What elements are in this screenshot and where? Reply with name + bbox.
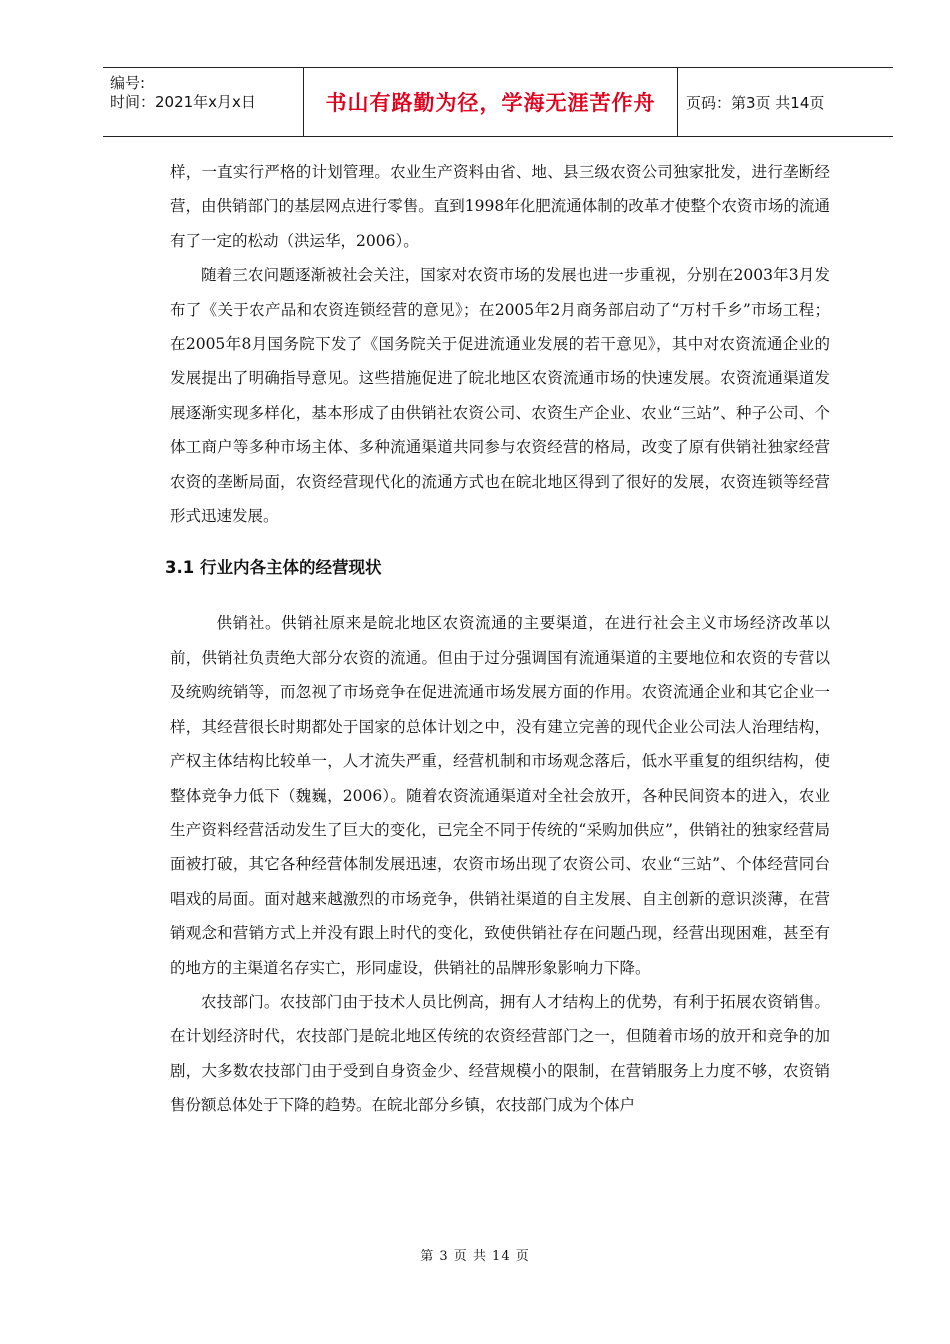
paragraph-agri-tech: 农技部门。农技部门由于技术人员比例高，拥有人才结构上的优势，有利于拓展农资销售。在计划经济时代，农技部门是皖北地区传统的农资经营部门之一，但随着市场的放开和竞争的加剧，大多数农技部门由于受到自身资金少、经营规模小的限制，在营销服务上力度不够，农资销售份额总体处于下降的趋势。在皖北部分乡镇，农技部门成为个体户 xyxy=(170,992,830,1115)
page-label: 页码：第3页 共14页 xyxy=(686,93,825,112)
page-footer: 第 3 页 共 14 页 xyxy=(420,1249,530,1264)
paragraph-supply-coop: 供销社。供销社原来是皖北地区农资流通的主要渠道，在进行社会主义市场经济改革以前，供销社负责绝大部分农资的流通。但由于过分强调国有流通渠道的主要地位和农资的专营以及统购统销等，而忽视了市场竞争在促进流通市场发展方面的作用。农资流通企业和其它企业一样，其经营很长时期都处于国家的总体计划之中，没有建立完善的现代企业公司法人治理结构，产权主体结构比较单一，人才流失严重，经营机制和市场观念落后，低水平重复的组织结构，使整体竞争力低下（魏巍，2006）。随着农资流通渠道对全社会放开，各种民间资本的进入，农业生产资料经营活动发生了巨大的变化，已完全不同于传统的“采购加供应”，供销社的独家经营局面被打破，其它各种经营体制发展迅速，农资市场出现了农资公司、农业“三站”、个体经营同台唱戏的局面。面对越来越激烈的市场竞争，供销社渠道的自主发展、自主创新的意识淡薄，在营销观念和营销方式上并没有跟上时代的变化，致使供销社存在问题凸现，经营出现困难，甚至有的地方的主渠道名存实亡，形同虚设，供销社的品牌形象影响力下降。 xyxy=(170,614,830,977)
number-label: 编号: xyxy=(110,74,146,92)
header-meta-cell xyxy=(103,68,304,136)
paragraph-policy: 随着三农问题逐渐被社会关注，国家对农资市场的发展也进一步重视，分别在2003年3月发布了《关于农产品和农资连锁经营的意见》；在2005年2月商务部启动了“万村千乡”市场工程；在2005年8月国务院下发了《国务院关于促进流通业发展的若干意见》，其中对农资流通企业的发展提出了明确指导意见。这些措施促进了皖北地区农资流通市场的快速发展。农资流通渠道发展逐渐实现多样化，基本形成了由供销社农资公司、农资生产企业、农业“三站”、种子公司、个体工商户等多种市场主体、多种流通渠道共同参与农资经营的格局，改变了原有供销社独家经营农资的垄断局面，农资经营现代化的流通方式也在皖北地区得到了很好的发展，农资连锁等经营形式迅速发展。 xyxy=(170,266,830,526)
paragraph-continued: 样，一直实行严格的计划管理。农业生产资料由省、地、县三级农资公司独家批发，进行垄断经营，由供销部门的基层网点进行零售。直到1998年化肥流通体制的改革才使整个农资市场的流通有了一定的松动（洪运华，2006）。 xyxy=(170,163,830,250)
motto-text: 书山有路勤为径，学海无涯苦作舟 xyxy=(325,91,656,115)
header-motto-cell xyxy=(304,68,678,136)
document-body xyxy=(165,155,830,1123)
time-label: 时间：2021年x月x日 xyxy=(110,93,256,111)
section-heading: 3.1 行业内各主体的经营现状 xyxy=(165,558,382,578)
page-header xyxy=(103,67,893,137)
header-page-cell xyxy=(678,68,893,136)
